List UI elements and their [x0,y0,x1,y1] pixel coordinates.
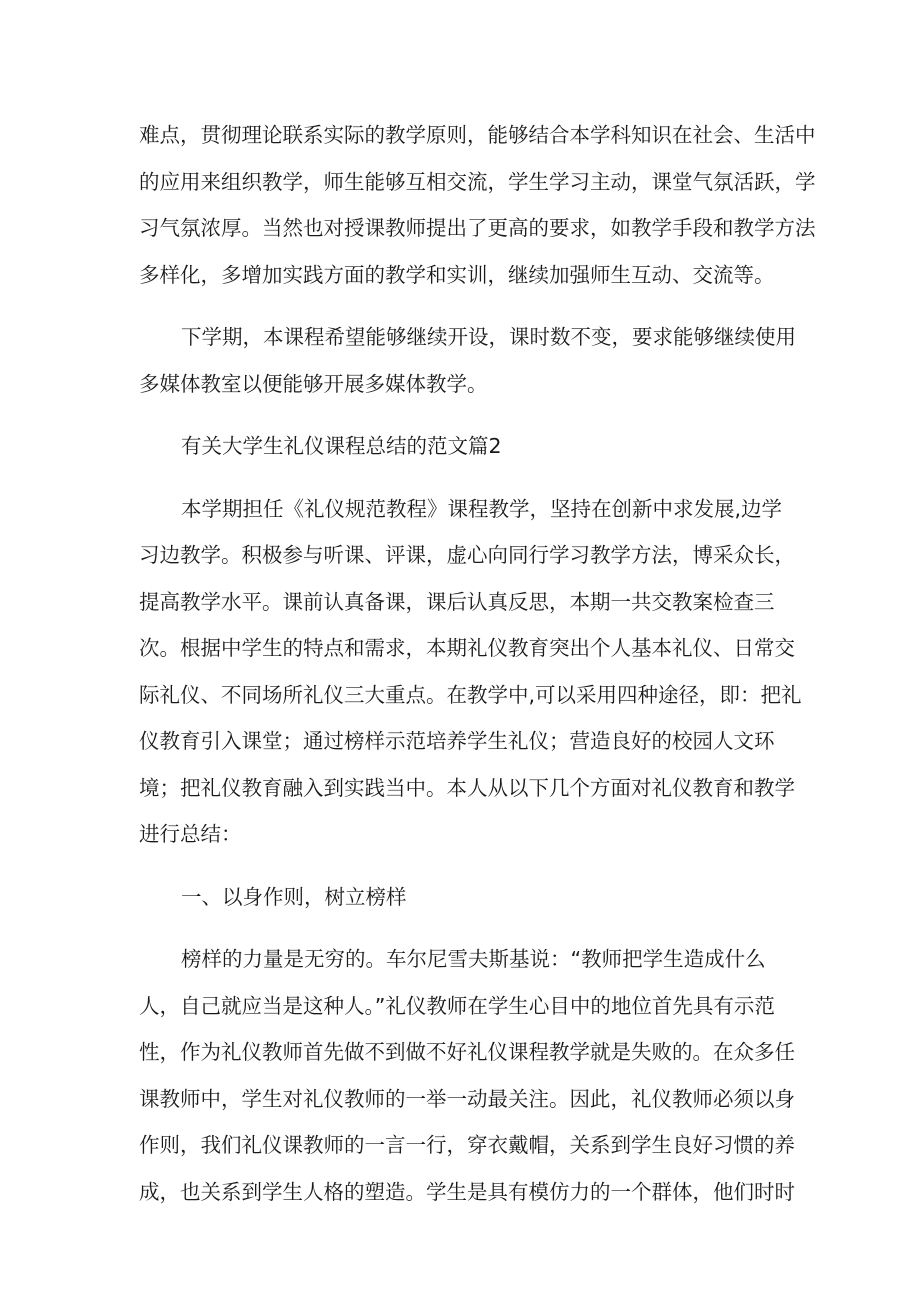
text-line: 作则，我们礼仪课教师的一言一行，穿衣戴帽，关系到学生良好习惯的养 [139,1133,795,1157]
section-heading: 有关大学生礼仪课程总结的范文篇2 [181,434,502,458]
text-line: 习气氛浓厚。当然也对授课教师提出了更高的要求，如教学手段和教学方法 [139,216,816,240]
paragraph-gap [139,470,779,486]
text-line: 性，作为礼仪教师首先做不到做不好礼仪课程教学就是失败的。在众多任 [139,1040,795,1064]
text-line: 多媒体教室以便能够开展多媒体教学。 [139,371,488,396]
text-line: 进行总结： [139,822,242,846]
text-line: 下学期，本课程希望能够继续开设，课时数不变，要求能够继续使用 [181,325,796,349]
paragraph-gap [139,858,779,874]
text-line: 成，也关系到学生人格的塑造。学生是具有模仿力的一个群体，他们时时 [139,1179,795,1204]
text-line: 难点，贯彻理论联系实际的教学原则，能够结合本学科知识在社会、生活中 [139,123,816,147]
text-line: 课教师中，学生对礼仪教师的一举一动最关注。因此，礼仪教师必须以身 [139,1086,795,1111]
paragraph-gap [139,407,779,423]
text-line: 榜样的力量是无穷的。车尔尼雪夫斯基说：“教师把学生造成什么 [181,947,766,971]
paragraph-4 [139,936,795,1215]
paragraph-gap [139,920,779,936]
paragraph-gap [139,298,779,314]
text-line: 境；把礼仪教育融入到实践当中。本人从以下几个方面对礼仪教育和教学 [139,775,795,800]
text-line: 次。根据中学生的特点和需求，本期礼仪教育突出个人基本礼仪、日常交 [139,636,795,660]
text-line: 提高教学水平。课前认真备课，课后认真反思，本期一共交教案检查三 [139,589,775,614]
text-line: 际礼仪、不同场所礼仪三大重点。在教学中,可以采用四种途径，即：把礼 [139,682,802,707]
text-line: 仪教育引入课堂；通过榜样示范培养学生礼仪；营造良好的校园人文环 [139,729,775,753]
text-line: 习边教学。积极参与听课、评课，虚心向同行学习教学方法，博采众长， [139,543,795,567]
paragraph-1 [139,112,816,298]
paragraph-2 [139,314,796,407]
text-line: 人，自己就应当是这种人。”礼仪教师在学生心目中的地位首先具有示范 [139,993,775,1018]
text-line: 本学期担任《礼仪规范教程》课程教学，坚持在创新中求发展,边学 [181,496,783,521]
subsection-heading: 一、以身作则，树立榜样 [181,884,407,909]
text-line: 多样化，多增加实践方面的教学和实训，继续加强师生互动、交流等。 [139,262,775,287]
text-line: 的应用来组织教学，师生能够互相交流，学生学习主动，课堂气氛活跃，学 [139,169,816,194]
document-body [139,112,816,1215]
paragraph-3 [139,486,802,858]
